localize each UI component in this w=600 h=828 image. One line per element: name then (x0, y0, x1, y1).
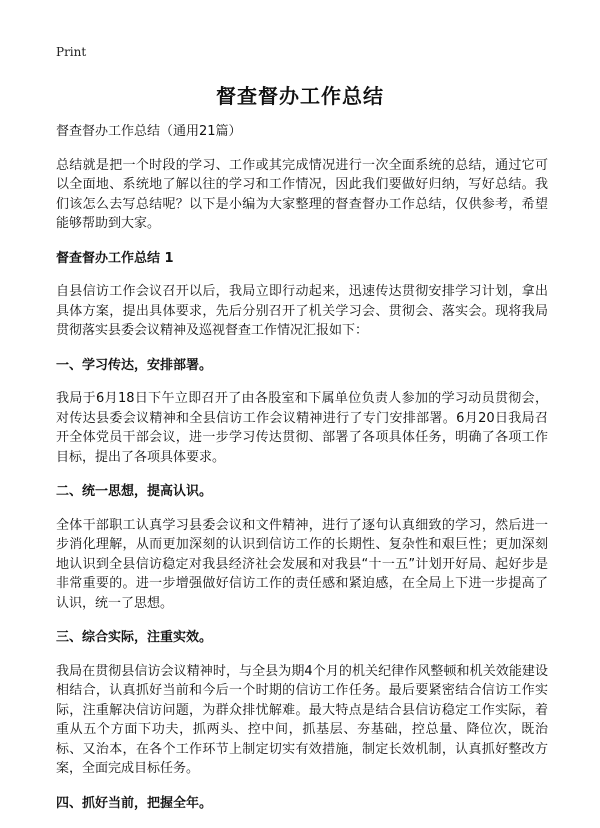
heading-2: 二、统一思想，提高认识。 (56, 484, 213, 499)
heading-3: 三、综合实际，注重实效。 (56, 630, 213, 645)
heading-4: 四、抓好当前，把握全年。 (56, 795, 213, 811)
section-title: 督查督办工作总结 1 (56, 250, 174, 266)
paragraph-2: 全体干部职工认真学习县委会议和文件精神，进行了逐句认真细致的学习，然后进一步消化理解，从而更加深刻的认识到信访工作的长期性、复杂性和艰巨性；更加深刻地认识到全县信访稳定对我县经济社会发展和对我县“十一五”计划开好局、起好步是非常重要的。进一步增强做好信访工作的责任感和紧迫感，在全局上下进一步提高了认识，统一了思想。 (56, 517, 548, 611)
paragraph-1: 我局于6月18日下午立即召开了由各股室和下属单位负责人参加的学习动员贯彻会，对传达县委会议精神和全县信访工作会议精神进行了专门安排部署。6月20日我局召开全体党员干部会议，进一步学习传达贯彻、部署了各项具体任务，明确了各项工作目标，提出了各项具体要求。 (56, 391, 548, 465)
document-title: 督查督办工作总结 (216, 84, 384, 108)
document-body (56, 122, 548, 827)
paragraph-3: 我局在贯彻县信访会议精神时，与全县为期4个月的机关纪律作风整顿和机关效能建设相结合，认真抓好当前和今后一个时期的信访工作任务。最后要紧密结合信访工作实际，注重解决信访问题，为群众排忧解难。最大特点是结合县信访稳定工作实际，着重从五个方面下功夫，抓两头、控中间，抓基层、夯基础，控总量、降位次，既治标、又治本，在各个工作环节上制定切实有效措施，制定长效机制，认真抓好整改方案，全面完成目标任务。 (56, 663, 548, 776)
section-intro-paragraph: 自县信访工作会议召开以后，我局立即行动起来，迅速传达贯彻安排学习计划，拿出具体方案，提出具体要求，先后分别召开了机关学习会、贯彻会、落实会。现将我局贯彻落实县委会议精神及巡视督查工作情况汇报如下： (56, 284, 548, 338)
document-subtitle: 督查督办工作总结（通用21篇） (56, 124, 242, 139)
intro-paragraph: 总结就是把一个时段的学习、工作或其完成情况进行一次全面系统的总结，通过它可以全面地、系统地了解以往的学习和工作情况，因此我们要做好归纳，写好总结。我们该怎么去写总结呢？以下是小编为大家整理的督查督办工作总结，仅供参考，希望能够帮助到大家。 (56, 157, 548, 231)
print-link[interactable]: Print (56, 45, 87, 59)
heading-1: 一、学习传达，安排部署。 (56, 357, 213, 373)
